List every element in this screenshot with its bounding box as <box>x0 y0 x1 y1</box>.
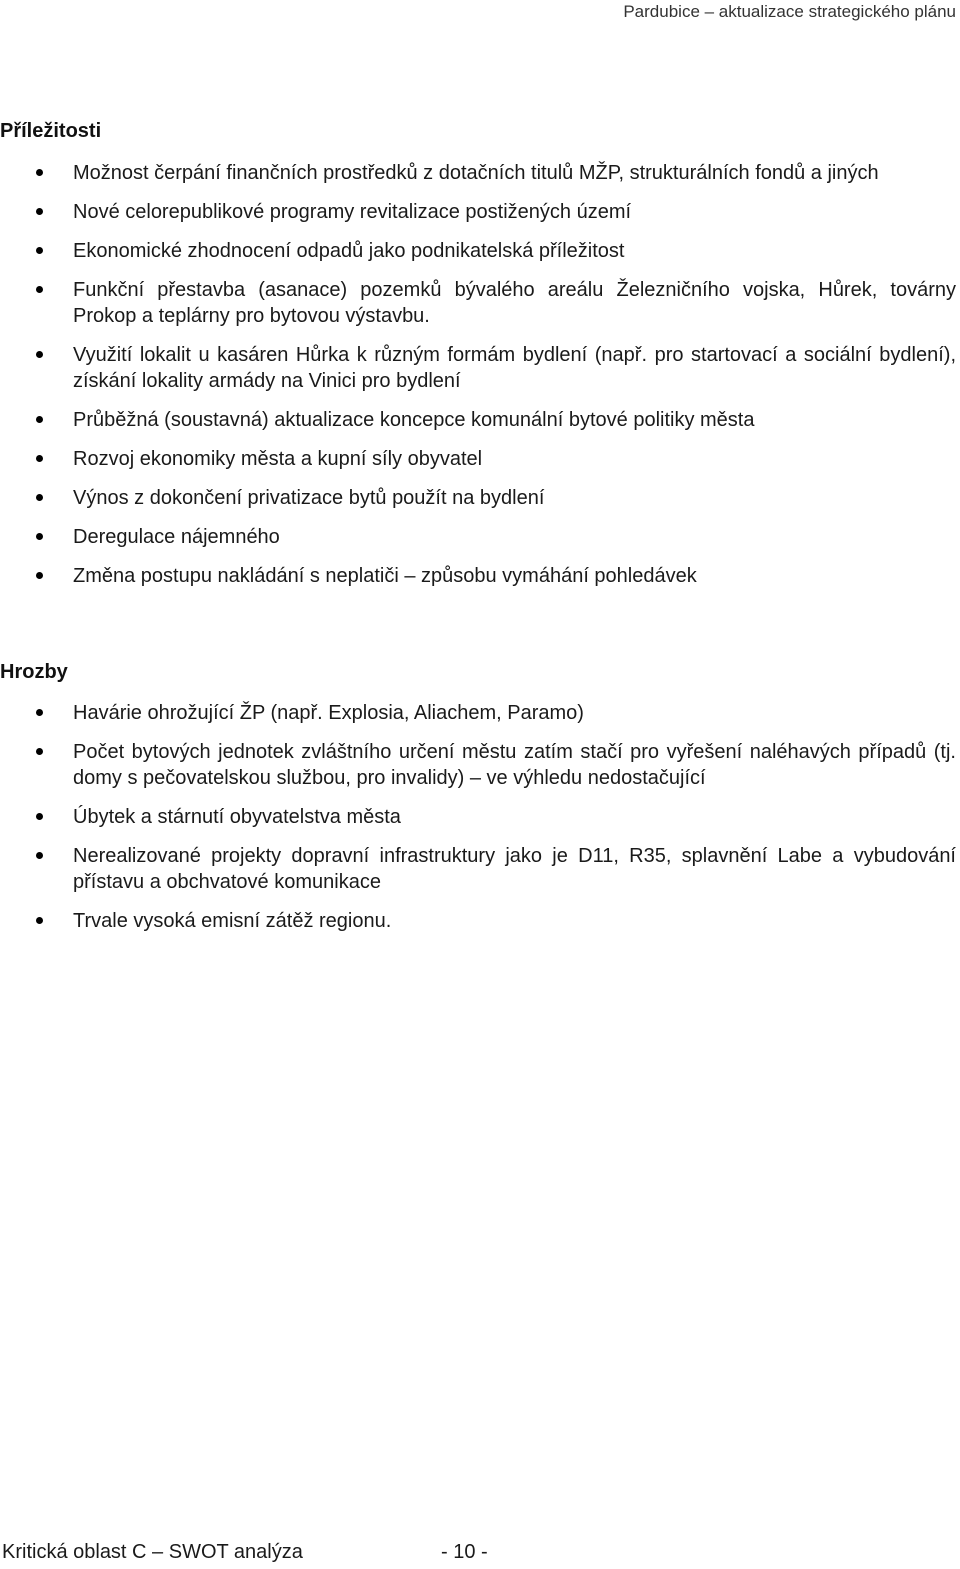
list-item <box>0 843 956 895</box>
list-item-text: Změna postupu nakládání s neplatiči – způsobu vymáhání pohledávek <box>73 565 697 587</box>
list-item <box>0 277 956 329</box>
list-item-text: Havárie ohrožující ŽP (např. Explosia, Aliachem, Paramo) <box>73 702 584 724</box>
list-item-text: Trvale vysoká emisní zátěž regionu. <box>73 910 392 932</box>
list-item <box>0 238 956 264</box>
page-number: - 10 - <box>441 1541 488 1563</box>
list-item-text: Využití lokalit u kasáren Hůrka k různým formám bydlení (např. pro startovací a sociální bydlení), získání lokality armády na Vinici pro bydlení <box>73 344 956 392</box>
list-opportunities <box>0 160 956 602</box>
running-header: Pardubice – aktualizace strategického plánu <box>623 2 956 21</box>
bullet-icon <box>36 533 43 540</box>
list-item <box>0 199 956 225</box>
list-item-text: Rozvoj ekonomiky města a kupní síly obyvatel <box>73 448 483 470</box>
bullet-icon <box>36 247 43 254</box>
list-item-text: Nerealizované projekty dopravní infrastruktury jako je D11, R35, splavnění Labe a vybudování přístavu a obchvatové komunikace <box>73 845 956 893</box>
bullet-icon <box>36 852 43 859</box>
bullet-icon <box>36 709 43 716</box>
list-item <box>0 342 956 394</box>
list-item-text: Výnos z dokončení privatizace bytů použít na bydlení <box>73 487 545 509</box>
list-item-text: Možnost čerpání finančních prostředků z dotačních titulů MŽP, strukturálních fondů a jiných <box>73 162 879 184</box>
list-item-text: Počet bytových jednotek zvláštního určení městu zatím stačí pro vyřešení naléhavých případů (tj. domy s pečovatelskou službou, pro invalidy) – ve výhledu nedostačující <box>73 741 956 789</box>
list-item <box>0 700 956 726</box>
list-item <box>0 739 956 791</box>
list-item-text: Deregulace nájemného <box>73 526 280 548</box>
list-item-text: Průběžná (soustavná) aktualizace koncepce komunální bytové politiky města <box>73 409 755 431</box>
bullet-icon <box>36 813 43 820</box>
bullet-icon <box>36 917 43 924</box>
list-item <box>0 804 956 830</box>
list-item <box>0 485 956 511</box>
footer-section-label: Kritická oblast C – SWOT analýza <box>2 1541 303 1563</box>
bullet-icon <box>36 748 43 755</box>
list-threats <box>0 700 956 947</box>
list-item <box>0 446 956 472</box>
bullet-icon <box>36 351 43 358</box>
bullet-icon <box>36 572 43 579</box>
bullet-icon <box>36 208 43 215</box>
list-item <box>0 160 956 186</box>
heading-opportunities: Příležitosti <box>0 120 102 142</box>
bullet-icon <box>36 286 43 293</box>
list-item-text: Ekonomické zhodnocení odpadů jako podnikatelská příležitost <box>73 240 625 262</box>
list-item-text: Funkční přestavba (asanace) pozemků bývalého areálu Železničního vojska, Hůrek, továrny Prokop a teplárny pro bytovou výstavbu. <box>73 279 956 327</box>
list-item <box>0 908 956 934</box>
list-item <box>0 524 956 550</box>
bullet-icon <box>36 494 43 501</box>
bullet-icon <box>36 169 43 176</box>
list-item-text: Úbytek a stárnutí obyvatelstva města <box>73 806 401 828</box>
heading-threats: Hrozby <box>0 661 68 683</box>
bullet-icon <box>36 416 43 423</box>
list-item <box>0 407 956 433</box>
bullet-icon <box>36 455 43 462</box>
list-item <box>0 563 956 589</box>
list-item-text: Nové celorepublikové programy revitalizace postižených území <box>73 201 632 223</box>
